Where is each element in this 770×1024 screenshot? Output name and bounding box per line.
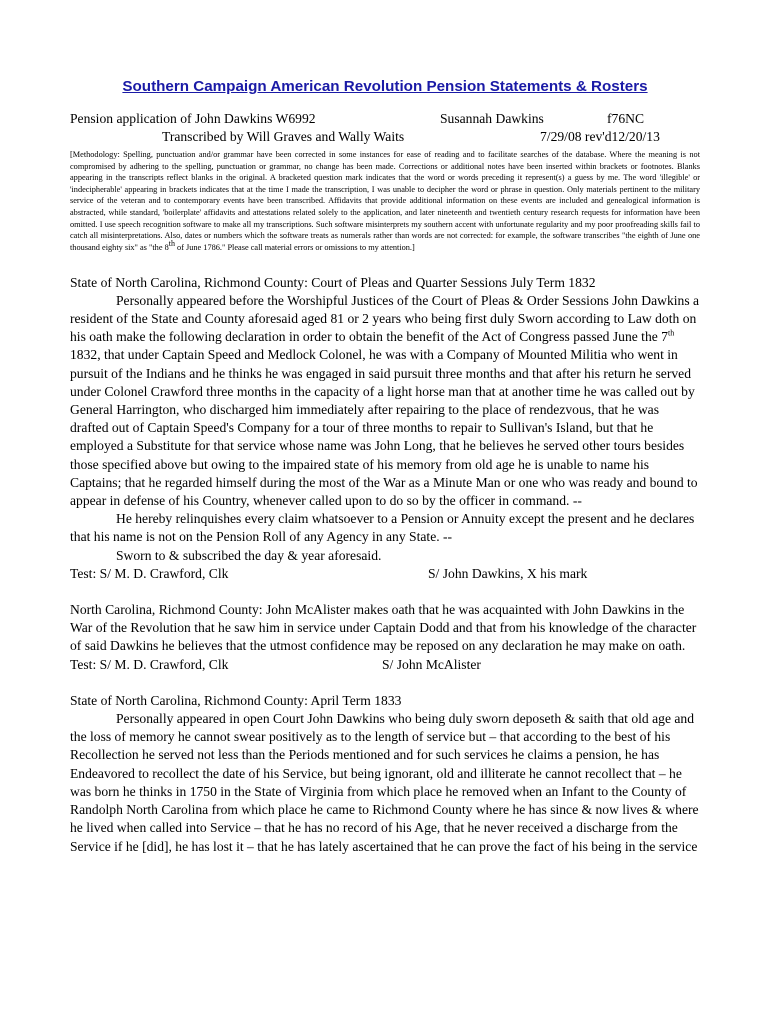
- april-term-paragraph: Personally appeared in open Court John Dawkins who being duly sworn deposeth & saith that old age and the loss of memory he cannot swear positively as to the length of service but – that according to the best of his Recollection he served not less than the Periods mentioned and for such services he claims a pension, he has Endeavored to recollect the date of his Service, but being ignorant, old and illiterate he cannot recollect that – he was born he thinks in 1750 in the State of Virginia from which place he removed when an Infant to the County of Randolph North Carolina from which place he came to Richmond County where he has since & now lives & where he lived when called into Service – that he has no record of his Age, that he never received a discharge from the Service if he [did], he has lost it – that he has lately ascertained that he can prove the fact of his being in the service: [70, 711, 699, 854]
- dawkins-mark: S/ John Dawkins, X his mark: [428, 565, 588, 581]
- section3-heading: State of North Carolina, Richmond County: April Term 1833: [70, 692, 402, 708]
- header-line-2: [70, 128, 700, 146]
- relinquish-paragraph: He hereby relinquishes every claim whatsoever to a Pension or Annuity except the present and he declares that his name is not on the Pension Roll of any Agency in any State. --: [70, 511, 695, 545]
- mcalister-affidavit: North Carolina, Richmond County: John McAlister makes oath that he was acquainted with John Dawkins in the War of the Revolution that he saw him in service under Captain Dodd and that from his knowledge of the character of said Dawkins he believes that the utmost confidence may be reposed on any declaration he may make on oath.: [70, 602, 697, 654]
- mcalister-signature: S/ John McAlister: [382, 656, 481, 672]
- document-page: [70, 78, 700, 856]
- declaration-paragraph: Personally appeared before the Worshipful Justices of the Court of Pleas & Order Sessions John Dawkins a resident of the State and County aforesaid aged 81 or 2 years who being first duly Sworn according to Law doth on his oath make the following declaration in order to obtain the benefit of the Act of Congress passed June the 7th 1832, that under Captain Speed and Medlock Colonel, he was with a Company of Mounted Militia who went in pursuit of the Indians and he thinks he was engaged in said pursuit three months and that after his return he served under Colonel Crawford three months in the capacity of a light horse man that at another time he was called out by General Harrington, who discharged him immediately after repairing to the place of rendezvous, that he was drafted out of Captain Speed's Company for a tour of three months to repair to Sullivan's Island, but that he employed a Substitute for that service whose name was John Long, that he believes he served other tours besides those specified above but owing to the impaired state of his memory from old age he is unable to name his Captains; that he regarded himself during the most of the War as a Minute Man or one who was ready and bound to appear in defense of his Country, whenever called upon to do so by the officer in command. --: [70, 292, 700, 509]
- signature-line-2: [70, 656, 700, 674]
- signature-line-1: [70, 565, 700, 583]
- section1-heading: State of North Carolina, Richmond County: Court of Pleas and Quarter Sessions July Term 1832: [70, 274, 596, 290]
- test-clerk: Test: S/ M. D. Crawford, Clk: [70, 565, 229, 581]
- file-code: f76NC: [607, 111, 645, 126]
- test-clerk-2: Test: S/ M. D. Crawford, Clk: [70, 656, 229, 672]
- methodology-note: [Methodology: Spelling, punctuation and/or grammar have been corrected in some instances for ease of reading and to facilitate searches of the database. Where the meaning is not compromised by adhering to the spelling, punctuation or grammar, no change has been made. Corrections or additional notes have been inserted within brackets or footnotes. Blanks appearing in the transcripts reflect blanks in the original. A bracketed question mark indicates that the word or words preceding it represent(s) a guess by me. The word 'illegible' or 'indecipherable' appearing in brackets indicates that at the time I made the transcription, I was unable to decipher the word or phrase in question. Only materials pertinent to the military service of the veteran and to contemporary events have been transcribed. Affidavits that provide additional information on these events are included and genealogical information is abstracted, while standard, 'boilerplate' affidavits and attestations related solely to the application, and later nineteenth and twentieth century research requests for information have been omitted. I use speech recognition software to make all my transcriptions. Such software misinterprets my southern accent with unfortunate regularity and my poor proofreading skills fail to catch all misinterpretations. Also, dates or numbers which the software treats as numerals rather than words are not corrected: for example, the software transcribes "the eighth of June one thousand eighty six" as "the 8th of June 1786." Please call material errors or omissions to my attention.]: [70, 150, 700, 252]
- header-line-1: [70, 110, 700, 128]
- widow-name: Susannah Dawkins: [440, 111, 544, 126]
- transcription-body: [70, 262, 700, 856]
- document-title[interactable]: Southern Campaign American Revolution Pension Statements & Rosters: [122, 78, 648, 95]
- application-id: Pension application of John Dawkins W6992: [70, 111, 316, 126]
- transcribers: Transcribed by Will Graves and Wally Waits: [162, 129, 405, 144]
- sworn-line: Sworn to & subscribed the day & year aforesaid.: [116, 547, 382, 563]
- revision-dates: 7/29/08 rev'd12/20/13: [540, 129, 660, 144]
